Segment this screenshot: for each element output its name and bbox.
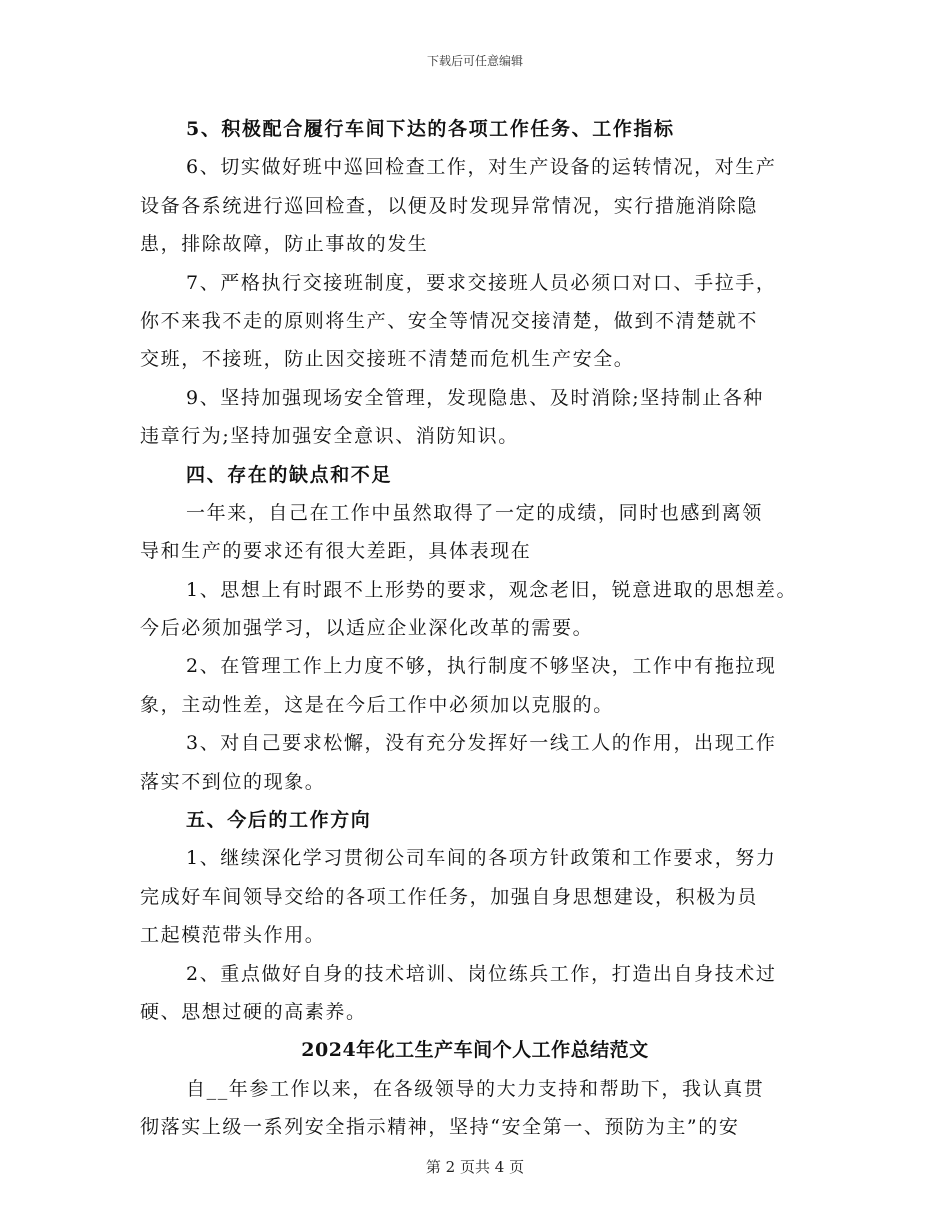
paragraph-line: 象，主动性差，这是在今后工作中必须加以克服的。 bbox=[140, 693, 614, 716]
paragraph-line: 2、在管理工作上力度不够，执行制度不够坚决，工作中有拖拉现 bbox=[186, 655, 777, 678]
paragraph-line: 3、对自己要求松懈，没有充分发挥好一线工人的作用，出现工作 bbox=[186, 732, 777, 755]
paragraph-line: 完成好车间领导交给的各项工作任务，加强自身思想建设，积极为员 bbox=[140, 885, 759, 908]
paragraph-line: 工起模范带头作用。 bbox=[140, 924, 326, 947]
section-heading-item-5: 5、积极配合履行车间下达的各项工作任务、工作指标 bbox=[186, 118, 675, 140]
document-body bbox=[140, 110, 810, 1147]
page-header: 下载后可任意编辑 bbox=[426, 54, 523, 68]
paragraph-line: 你不来我不走的原则将生产、安全等情况交接清楚，做到不清楚就不 bbox=[140, 309, 759, 332]
page-footer: 第 2 页共 4 页 bbox=[425, 1158, 525, 1176]
paragraph-line: 9、坚持加强现场安全管理，发现隐患、及时消除;坚持制止各种 bbox=[186, 386, 764, 409]
paragraph-line: 1、继续深化学习贯彻公司车间的各项方针政策和工作要求，努力 bbox=[186, 847, 777, 870]
paragraph-line: 落实不到位的现象。 bbox=[140, 770, 326, 793]
paragraph-line: 2、重点做好自身的技术培训、岗位练兵工作，打造出自身技术过 bbox=[186, 962, 777, 985]
paragraph-line: 设备各系统进行巡回检查，以便及时发现异常情况，实行措施消除隐 bbox=[140, 194, 759, 217]
section-heading-future-direction: 五、今后的工作方向 bbox=[186, 809, 372, 832]
paragraph-line: 彻落实上级一系列安全指示精神，坚持“安全第一、预防为主”的安 bbox=[140, 1116, 740, 1139]
paragraph-line: 6、切实做好班中巡回检查工作，对生产设备的运转情况，对生产 bbox=[186, 156, 777, 179]
paragraph-line: 导和生产的要求还有很大差距，具体表现在 bbox=[140, 540, 532, 563]
document-title: 2024年化工生产车间个人工作总结范文 bbox=[301, 1039, 649, 1062]
section-heading-shortcomings: 四、存在的缺点和不足 bbox=[186, 463, 393, 486]
paragraph-line: 今后必须加强学习，以适应企业深化改革的需要。 bbox=[140, 617, 594, 640]
paragraph-line: 交班，不接班，防止因交接班不清楚而危机生产安全。 bbox=[140, 348, 635, 371]
paragraph-line: 违章行为;坚持加强安全意识、消防知识。 bbox=[140, 425, 519, 448]
paragraph-line: 自__年参工作以来，在各级领导的大力支持和帮助下，我认真贯 bbox=[186, 1077, 765, 1100]
paragraph-line: 7、严格执行交接班制度，要求交接班人员必须口对口、手拉手， bbox=[186, 271, 777, 294]
paragraph-line: 1、思想上有时跟不上形势的要求，观念老旧，锐意进取的思想差。 bbox=[186, 578, 798, 601]
paragraph-line: 一年来，自己在工作中虽然取得了一定的成绩，同时也感到离领 bbox=[186, 501, 763, 524]
paragraph-line: 患，排除故障，防止事故的发生 bbox=[140, 233, 429, 256]
paragraph-line: 硬、思想过硬的高素养。 bbox=[140, 1000, 367, 1023]
